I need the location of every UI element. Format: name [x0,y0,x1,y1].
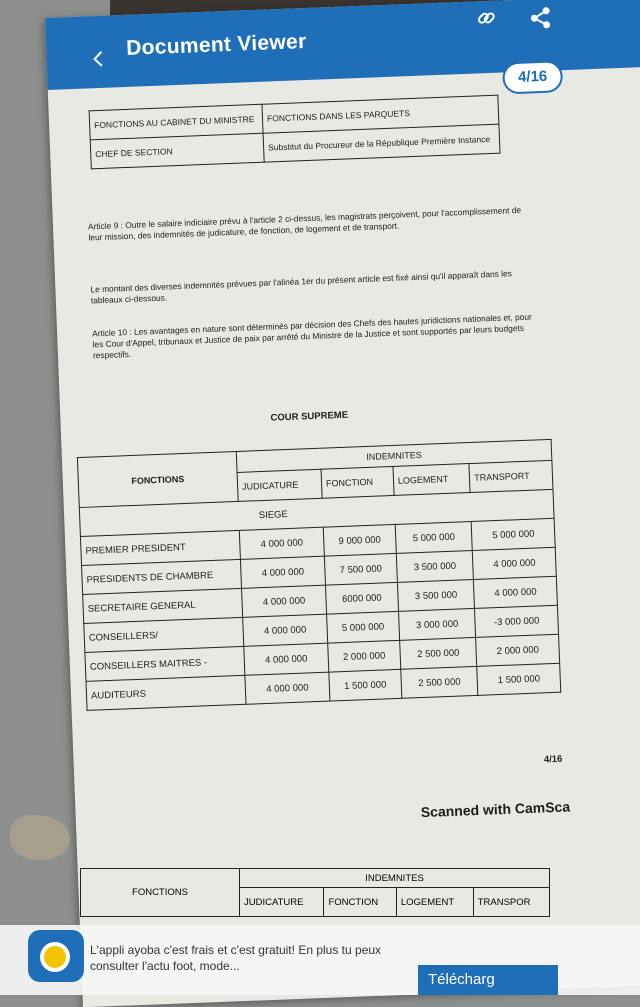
table-header: LOGEMENT [396,888,473,917]
download-button[interactable]: Télécharg [418,965,558,995]
ayoba-logo-icon [28,930,84,982]
table-cell: 2 500 000 [400,637,478,669]
table-header: FONCTIONS [77,451,238,507]
table-cell: 3 500 000 [396,550,474,582]
table-cell: CONSEILLERS MAITRES - [85,646,245,681]
link-icon[interactable] [475,7,498,30]
viewer-title: Document Viewer [125,29,307,60]
table-header: FONCTION [321,466,394,498]
table-cell: CHEF DE SECTION [90,133,264,169]
table-cell: 2 000 000 [476,634,560,666]
cabinet-parquets-table [89,95,501,170]
table-cell: 4 000 000 [239,527,324,559]
table-cell: 1 500 000 [329,669,402,701]
table-cell: 4 000 000 [240,556,325,588]
share-icon[interactable] [527,4,554,31]
table-cell: 4 000 000 [474,576,558,608]
table-cell: 7 500 000 [324,553,397,585]
table-header: INDEMNITES [236,439,552,472]
table-header: JUDICATURE [237,469,322,501]
table-header: FONCTION [324,888,396,917]
table-cell: CONSEILLERS/ [84,617,244,652]
article-9-paragraph: Article 9 : Outre le salaire indiciaire prévu à l'article 2 ci-dessus, les magistrats perçoivent, pour l'accomplissement de leur mission, des indemnités de judicature, de fonction, de logement et de transport. [87,204,522,243]
table-header: FONCTIONS DANS LES PARQUETS [262,95,499,133]
table-group-label: SIEGE [238,489,554,530]
page-indicator: 4/16 [502,60,563,94]
table-header: FONCTIONS AU CABINET DU MINISTRE [89,104,263,140]
table-cell: 4 000 000 [243,614,328,646]
table-cell: Substitut du Procureur de la République Première Instance [263,124,500,162]
table-cell: 2 000 000 [328,640,401,672]
table-cell: 1 500 000 [477,663,561,695]
table-header: TRANSPORT [469,460,553,492]
page-tear-shadow [10,815,70,860]
table-header: FONCTIONS [81,869,240,917]
table-header: INDEMNITES [240,869,550,888]
table-header: TRANSPOR [473,888,549,917]
page-footer-number: 4/16 [543,753,563,766]
table-header: JUDICATURE [240,888,324,917]
table-cell: 5 000 000 [471,518,555,550]
table-cell: 4 000 000 [242,585,327,617]
table-cell: 6000 000 [325,582,398,614]
article-10-paragraph: Article 10 : Les avantages en nature sont déterminés par décision des Chefs des hautes juridictions nationales et, pour les Cour d'Appel, tribunaux et Justice de paix par arrêté du Ministre de la Justice et sont supportés par leurs budgets respectifs. [91,311,532,361]
table-cell: 2 500 000 [401,666,479,698]
back-arrow-icon[interactable] [86,48,109,71]
table-header: LOGEMENT [393,464,471,496]
document-page [45,0,640,1007]
table-cell: AUDITEURS [86,675,246,710]
next-page-table [80,868,550,917]
table-cell: 3 500 000 [397,579,475,611]
table-cell: 4 000 000 [473,547,557,579]
table-cell: 5 000 000 [327,611,400,643]
table-cell: 5 000 000 [395,521,473,553]
montant-paragraph: Le montant des diverses indemnités prévues par l'alinéa 1er du présent article est fixé ainsi qu'il apparaît dans les tableaux ci-dessous. [90,268,513,306]
table-cell: PREMIER PRESIDENT [80,530,240,565]
cour-supreme-table [77,439,561,711]
section-title: COUR SUPREME [270,409,349,424]
table-cell: -3 000 000 [475,605,559,637]
ad-banner-text: L'appli ayoba c'est frais et c'est gratuit! En plus tu peux consulter l'actu foot, mode... [90,943,382,973]
table-cell: SECRETAIRE GENERAL [83,588,243,623]
scanned-watermark: Scanned with CamSca [420,798,571,821]
table-cell: PRESIDENTS DE CHAMBRE [82,559,242,594]
table-cell: 3 000 000 [398,608,476,640]
table-cell: 4 000 000 [245,672,330,704]
table-cell: 4 000 000 [244,643,329,675]
table-cell: 9 000 000 [323,524,396,556]
